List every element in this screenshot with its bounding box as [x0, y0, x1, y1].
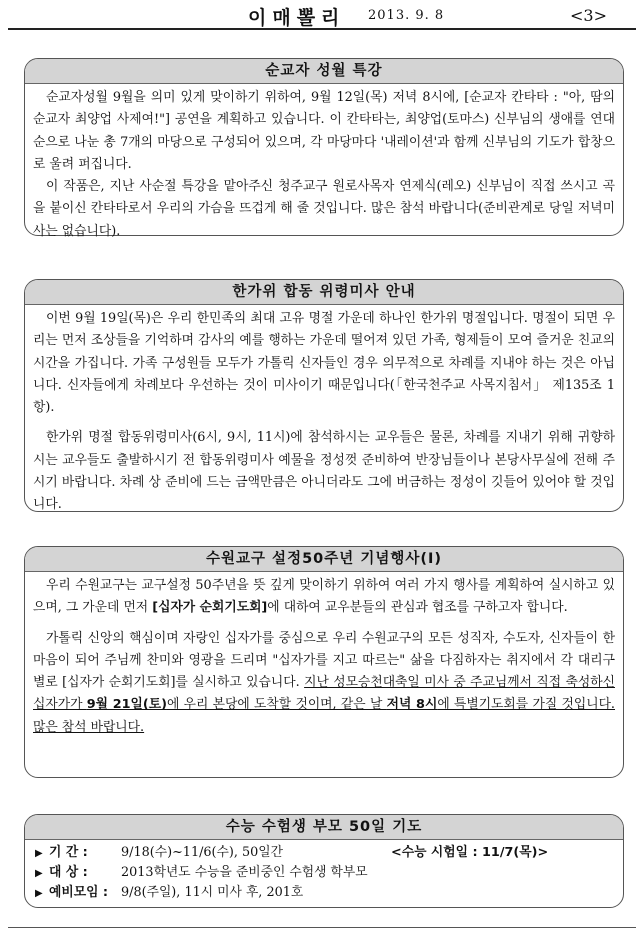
paragraph — [33, 628, 615, 739]
issue-date: 2013. 9. 8 — [368, 8, 445, 23]
section-body — [25, 305, 623, 521]
text: 가톨릭 신앙의 핵심이며 자랑인 십자가를 중심으로 우리 수원교구의 모든 성직자, 수도자, 신자들이 한 마음이 되어 주님께 찬미와 영광을 드리며 "십자가를 지고 따르는" 삶을 다짐하자는 취지에서 각 대리구별로 [십자가 순회기도회]를 실시하고 있습니다. — [33, 630, 615, 691]
section-chuseok-memorial-mass — [24, 279, 624, 512]
text: 에 특별기도회를 가질 것입니다. 많은 참석 바랍니다. — [33, 697, 616, 735]
emphasis-date: 9월 21일(토) — [86, 697, 167, 713]
section-title: 수능 수험생 부모 50일 기도 — [25, 815, 623, 840]
paragraph — [33, 575, 615, 620]
info-row-period — [35, 843, 613, 863]
arrow-bullet-icon: ▶ — [35, 848, 43, 859]
paragraph: 이번 9월 19일(목)은 우리 한민족의 최대 고유 명절 가운데 하나인 한가위 명절입니다. 명절이 되면 우리는 먼저 조상들을 기억하며 감사의 예를 행하는 가운데 떨어져 있던 가족, 형제들이 모여 즐거운 친교의 시간을 가집니다. 가족 구성원들 모두가 가톨릭 신자들인 경우 의무적으로 차례를 지내야 하는 것은 아닙니다. 신자들에게 차례보다 우선하는 것이 미사이기 때문입니다(「한국천주교 사목지침서」 제135조 1항). — [33, 311, 615, 416]
arrow-bullet-icon: ▶ — [35, 888, 43, 899]
section-exam-parents-prayer — [24, 814, 624, 908]
header-rule — [8, 28, 636, 30]
info-value: 9/18(수)~11/6(수), 50일간 — [121, 845, 284, 860]
emphasis-text: [십자가 순회기도회] — [152, 600, 268, 616]
section-diocese-50th-anniversary — [24, 546, 624, 778]
newsletter-name: 이매뽈리 — [248, 7, 346, 29]
section-martyrs-month-lecture — [24, 58, 624, 239]
section-body — [25, 84, 623, 247]
info-row-target — [35, 863, 613, 883]
emphasis-time: 저녁 8시 — [386, 697, 438, 713]
section-title: 순교자 성월 특강 — [25, 59, 623, 84]
paragraph: 순교자성월 9월을 의미 있게 맞이하기 위하여, 9월 12일(목) 저녁 8시에, [순교자 칸타타 : "아, 땀의 순교자 최양업 사제여!"] 공연을 계획하고 있습니다. 이 칸타타는, 최양업(토마스) 신부님의 생애를 연대순으로 나눈 총 7개의 마당으로 구성되어 있으며, 각 마당마다 '내레이션'과 함께 신부님의 기도가 합창으로 울려 퍼집니다. — [33, 90, 615, 172]
text: 에 대하여 교우분들의 관심과 협조를 구하고자 합니다. — [267, 600, 568, 616]
section-body — [25, 840, 623, 906]
exam-date: <수능 시험일 : 11/7(목)> — [391, 845, 549, 860]
info-value: 2013학년도 수능을 준비중인 수험생 학부모 — [121, 865, 368, 880]
section-title: 한가위 합동 위령미사 안내 — [25, 280, 623, 305]
info-label: 예비모임 : — [49, 885, 109, 900]
newsletter-header — [0, 0, 644, 32]
footer-rule — [8, 927, 636, 928]
info-value: 9/8(주일), 11시 미사 후, 201호 — [121, 885, 304, 900]
section-title: 수원교구 설정50주년 기념행사(Ⅰ) — [25, 547, 623, 572]
info-row-prep-meeting — [35, 883, 613, 903]
text: 에 우리 본당에 도착할 것이며, 같은 날 — [166, 697, 387, 713]
section-body — [25, 572, 623, 743]
text: 우리 수원교구는 교구설정 50주년을 뜻 깊게 맞이하기 위하여 여러 가지 행사를 계획하여 실시하고 있으며, 그 가운데 먼저 — [33, 578, 615, 616]
paragraph: 한가위 명절 합동위령미사(6시, 9시, 11시)에 참석하시는 교우들은 물론, 차례를 지내기 위해 귀향하시는 교우들도 출발하시기 전 합동위령미사 예물을 정성껏 준비하여 반장님들이나 본당사무실에 전해 주시기 바랍니다. 차례 상 준비에 드는 금액만큼은 아니더라도 그에 버금하는 정성이 깃들어 있어야 할 것입니다. — [33, 430, 615, 513]
arrow-bullet-icon: ▶ — [35, 868, 43, 879]
info-label: 대 상 : — [49, 865, 88, 880]
info-label: 기 간 : — [49, 845, 88, 860]
page-number: <3> — [570, 6, 607, 25]
paragraph: 이 작품은, 지난 사순절 특강을 맡아주신 청주교구 원로사목자 연제식(레오) 신부님이 직접 쓰시고 곡을 붙이신 칸타타로서 우리의 가슴을 뜨겁게 해 줄 것입니다. 많은 참석 바랍니다(준비관계로 당일 저녁미사는 없습니다). — [33, 179, 615, 239]
text: 지난 성모승천대축일 미사 중 주교님께서 직접 축성하신 십자가가 — [33, 675, 615, 713]
